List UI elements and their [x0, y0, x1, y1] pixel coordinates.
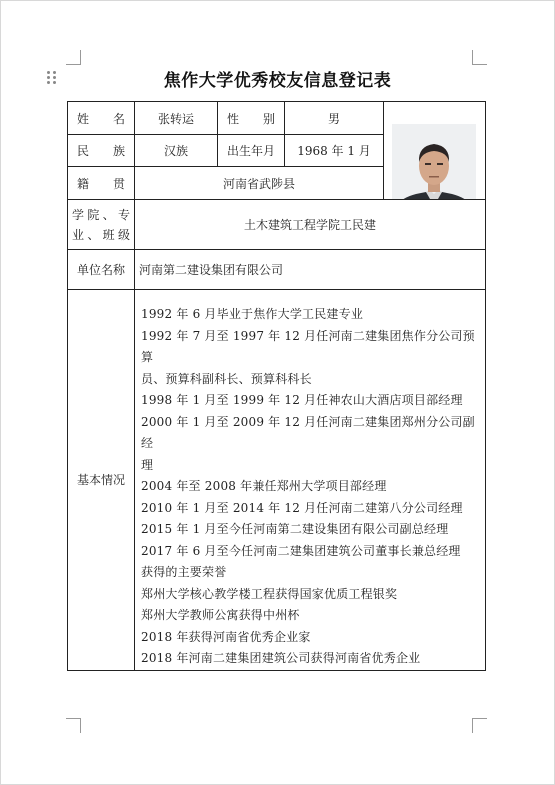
- basic-info-line: 理: [141, 457, 154, 472]
- basic-info-line: 2017 年 6 月至今任河南二建集团建筑公司董事长兼总经理: [141, 543, 461, 558]
- basic-info-line: 2015 年 1 月至今任河南第二建设集团有限公司副总经理: [141, 522, 449, 536]
- basic-info-line: 2000 年 1 月至 2009 年 12 月任河南二建集团郑州分公司副经: [141, 414, 475, 450]
- basic-info-line: 1992 年 6 月毕业于焦作大学工民建专业: [141, 307, 364, 321]
- margin-mark-top-left: [66, 50, 81, 65]
- basic-info-line: 郑州大学核心教学楼工程获得国家优质工程银奖: [141, 586, 398, 601]
- ethnicity-label: 民族: [68, 135, 135, 167]
- row-employer: [68, 250, 486, 290]
- basic-info-line: 1992 年 7 月至 1997 年 12 月任河南二建集团焦作分公司预算: [141, 328, 475, 364]
- ethnicity-value[interactable]: 汉族: [135, 135, 218, 167]
- college-label: 学院、专业、班级: [68, 200, 135, 250]
- row-name: [68, 102, 486, 135]
- page-title: 焦作大学优秀校友信息登记表: [163, 71, 392, 91]
- alumni-photo: [392, 124, 476, 200]
- basic-info-line: 2018 年河南二建集团建筑公司获得河南省优秀企业: [141, 651, 421, 665]
- basic-info-line: 员、预算科副科长、预算科科长: [141, 371, 312, 386]
- origin-value[interactable]: 河南省武陟县: [135, 167, 384, 200]
- employer-value[interactable]: 河南第二建设集团有限公司: [135, 250, 486, 290]
- gender-label: 性别: [218, 102, 285, 135]
- basic-info-line: 2018 年获得河南省优秀企业家: [141, 629, 311, 644]
- margin-mark-bottom-left: [66, 718, 81, 733]
- employer-label: 单位名称: [68, 250, 135, 290]
- birth-value[interactable]: 1968 年 1 月: [285, 135, 384, 167]
- row-basic-info: [68, 290, 486, 671]
- name-value[interactable]: 张转运: [135, 102, 218, 135]
- basic-info-line: 2004 年至 2008 年兼任郑州大学项目部经理: [141, 479, 387, 493]
- birth-label: 出生年月: [218, 135, 285, 167]
- basic-info-line: 郑州大学教师公寓获得中州杯: [141, 608, 300, 622]
- name-label: 姓名: [68, 102, 135, 135]
- college-value[interactable]: 土木建筑工程学院工民建: [135, 200, 486, 250]
- basic-info-line: 2010 年 1 月至 2014 年 12 月任河南二建第八分公司经理: [141, 500, 463, 515]
- origin-label: 籍贯: [68, 167, 135, 200]
- row-college: [68, 200, 486, 250]
- gender-value[interactable]: 男: [285, 102, 384, 135]
- margin-mark-top-right: [472, 50, 487, 65]
- margin-mark-bottom-right: [472, 718, 487, 733]
- photo-cell[interactable]: [384, 102, 486, 200]
- registration-table[interactable]: [67, 101, 486, 671]
- basic-label: 基本情况: [68, 290, 135, 671]
- basic-info-line: 1998 年 1 月至 1999 年 12 月任神农山大酒店项目部经理: [141, 393, 463, 407]
- basic-info-line: 获得的主要荣誉: [141, 565, 227, 579]
- basic-info[interactable]: [135, 290, 486, 671]
